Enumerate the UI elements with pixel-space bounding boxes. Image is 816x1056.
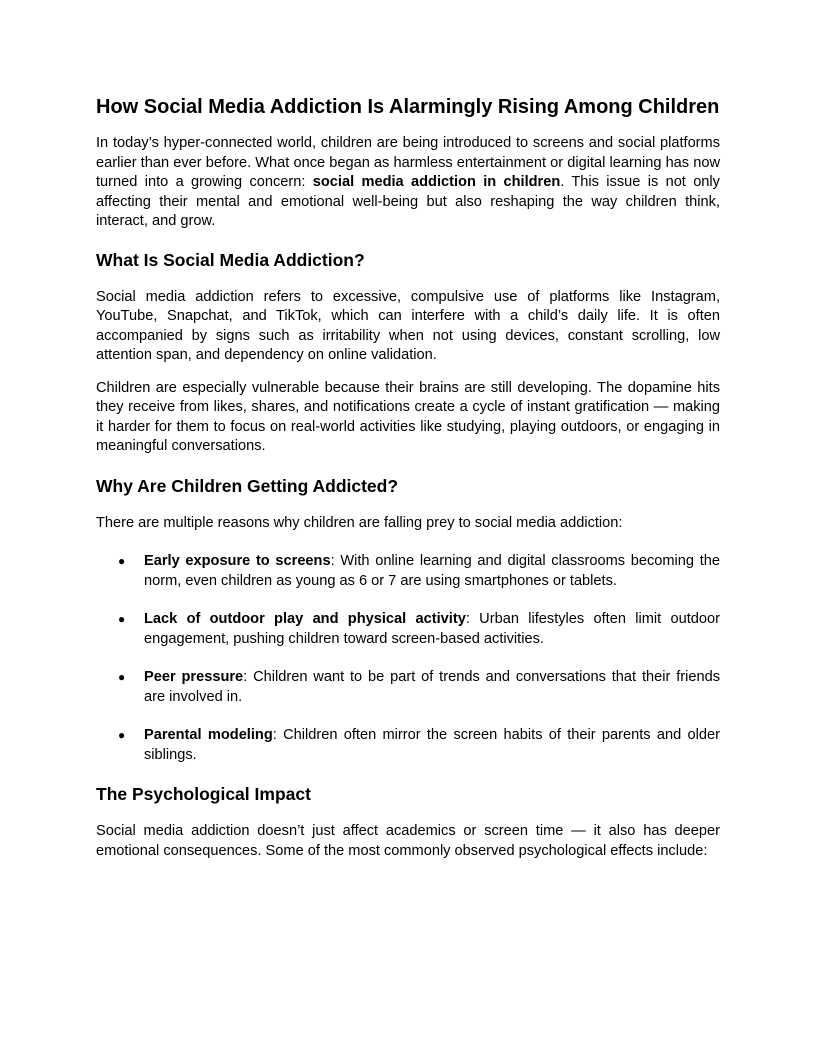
list-item-text: : Children want to be part of trends and conversations that their friends are involved in. bbox=[144, 669, 721, 705]
intro-bold-phrase: social media addiction in children bbox=[312, 174, 561, 190]
section-what-is-addiction bbox=[96, 249, 720, 457]
bullet-icon: ● bbox=[118, 670, 126, 684]
paragraph: There are multiple reasons why children are falling prey to social media addiction: bbox=[96, 514, 623, 531]
list-item-term: Peer pressure bbox=[144, 669, 244, 685]
list-item bbox=[96, 610, 720, 649]
list-item-term: Lack of outdoor play and physical activity bbox=[144, 611, 466, 627]
list-item-text: : Children often mirror the screen habits of their parents and older siblings. bbox=[144, 727, 720, 763]
reasons-list bbox=[96, 552, 720, 765]
intro-text-start: In today’s hyper-connected world, children are being introduced to screens and social platforms earlier than ever before. What once began as harmless entertainment or digital learning has now turned into a growing concern: bbox=[96, 135, 720, 190]
section-heading: The Psychological Impact bbox=[96, 784, 311, 804]
document-page bbox=[96, 94, 720, 874]
list-item-term: Early exposure to screens bbox=[144, 553, 331, 569]
paragraph: Children are especially vulnerable because their brains are still developing. The dopamine hits they receive from likes, shares, and notifications create a cycle of instant gratification — making it harder for them to focus on real-world activities like studying, playing outdoors, or engaging in meaningful conversations. bbox=[96, 379, 720, 454]
document-title: How Social Media Addiction Is Alarmingly Rising Among Children bbox=[96, 96, 720, 118]
paragraph: Social media addiction refers to excessive, compulsive use of platforms like Instagram, YouTube, Snapchat, and TikTok, which can interfere with a child’s daily life. It is often accompanied by signs such as irritability when not using devices, constant scrolling, low attention span, and dependency on online validation. bbox=[96, 288, 720, 363]
intro-text-end: . This issue is not only affecting their mental and emotional well-being but also reshaping the way children think, interact, and grow. bbox=[96, 174, 720, 229]
list-item-text: : Urban lifestyles often limit outdoor engagement, pushing children toward screen-based activities. bbox=[144, 611, 720, 647]
section-psychological-impact bbox=[96, 783, 720, 861]
list-item-text: : With online learning and digital classrooms becoming the norm, even children as young as 6 or 7 are using smartphones or tablets. bbox=[144, 553, 720, 589]
section-why-addicted bbox=[96, 475, 720, 766]
bullet-icon: ● bbox=[118, 554, 126, 568]
bullet-icon: ● bbox=[118, 612, 126, 626]
section-heading: Why Are Children Getting Addicted? bbox=[96, 475, 399, 496]
list-item-term: Parental modeling bbox=[144, 727, 273, 743]
list-item bbox=[96, 726, 720, 765]
intro-paragraph bbox=[96, 134, 720, 232]
bullet-icon: ● bbox=[118, 728, 126, 742]
list-item bbox=[96, 668, 720, 707]
section-heading: What Is Social Media Addiction? bbox=[96, 249, 365, 270]
paragraph: Social media addiction doesn’t just affect academics or screen time — it also has deeper emotional consequences. Some of the most commonly observed psychological effects include: bbox=[96, 823, 720, 859]
list-item bbox=[96, 552, 720, 591]
